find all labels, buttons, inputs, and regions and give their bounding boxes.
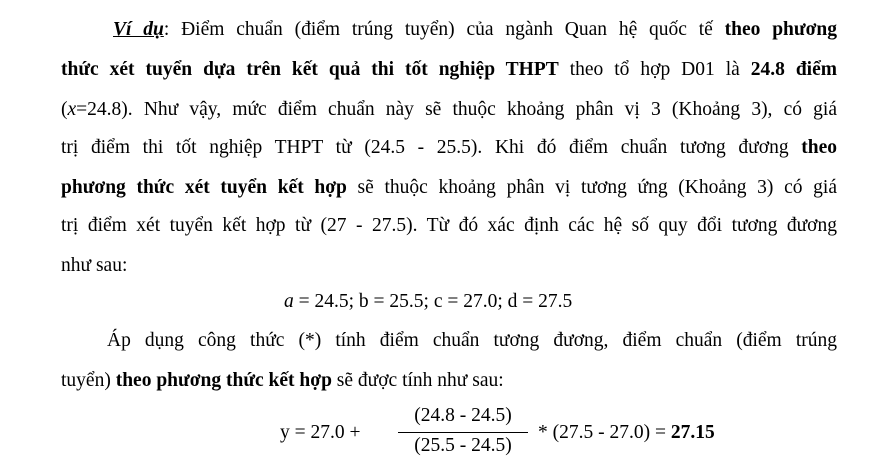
example-label: Ví dụ	[113, 19, 164, 40]
fraction	[398, 405, 528, 463]
paragraph-line-3	[61, 98, 837, 122]
fraction-denominator: (25.5 - 24.5)	[414, 435, 512, 456]
formula-result: 27.15	[670, 422, 715, 443]
bold-segment: theo	[801, 137, 837, 158]
formula-lhs: y = 27.0 +	[280, 422, 361, 443]
text-segment: sẽ được tính như sau:	[331, 370, 504, 391]
bold-segment: 24.8 điểm	[750, 59, 837, 80]
formula-rhs	[538, 421, 715, 445]
paragraph-line-8	[107, 329, 837, 353]
paragraph-line-1	[113, 18, 837, 42]
text-segment: : Điểm chuẩn (điểm trúng tuyển) của ngành Quan hệ quốc tế	[163, 19, 725, 40]
text-segment: * (27.5 - 27.0) =	[538, 422, 671, 443]
paragraph-line-7	[61, 254, 127, 278]
text-segment: theo tổ hợp D01 là	[558, 59, 751, 80]
paragraph-line-9	[61, 369, 504, 393]
text-segment: sẽ thuộc khoảng phân vị tương ứng (Khoảng 3) có giá	[346, 177, 837, 198]
text-segment: như sau:	[61, 255, 128, 276]
variable-a: a	[284, 291, 294, 312]
fraction-numerator: (24.8 - 24.5)	[414, 405, 512, 426]
bold-segment: thức xét tuyển dựa trên kết quả thi tốt nghiệp THPT	[61, 59, 559, 80]
fraction-bar	[398, 432, 528, 433]
paragraph-line-6	[61, 214, 837, 238]
bold-segment: theo phương	[724, 19, 837, 40]
text-segment: =24.8). Như vậy, mức điểm chuẩn này sẽ thuộc khoảng phân vị 3 (Khoảng 3), có giá	[76, 99, 837, 120]
coefficients-line	[284, 290, 572, 314]
variable-x: x	[67, 99, 77, 120]
text-segment: Áp dụng công thức (*) tính điểm chuẩn tương đương, điểm chuẩn (điểm trúng	[107, 330, 837, 351]
text-segment: trị điểm thi tốt nghiệp THPT từ (24.5 - 25.5). Khi đó điểm chuẩn tương đương	[61, 137, 802, 158]
text-segment: tuyển)	[61, 370, 116, 391]
paragraph-line-5	[61, 176, 837, 200]
text-segment: trị điểm xét tuyển kết hợp từ (27 - 27.5). Từ đó xác định các hệ số quy đổi tương đương	[61, 215, 837, 236]
text-segment: = 24.5; b = 25.5; c = 27.0; d = 27.5	[293, 291, 573, 312]
bold-segment: theo phương thức kết hợp	[115, 370, 332, 391]
text-segment: (	[61, 99, 68, 120]
bold-segment: phương thức xét tuyển kết hợp	[61, 177, 347, 198]
paragraph-line-2	[61, 58, 837, 82]
paragraph-line-4	[61, 136, 837, 160]
